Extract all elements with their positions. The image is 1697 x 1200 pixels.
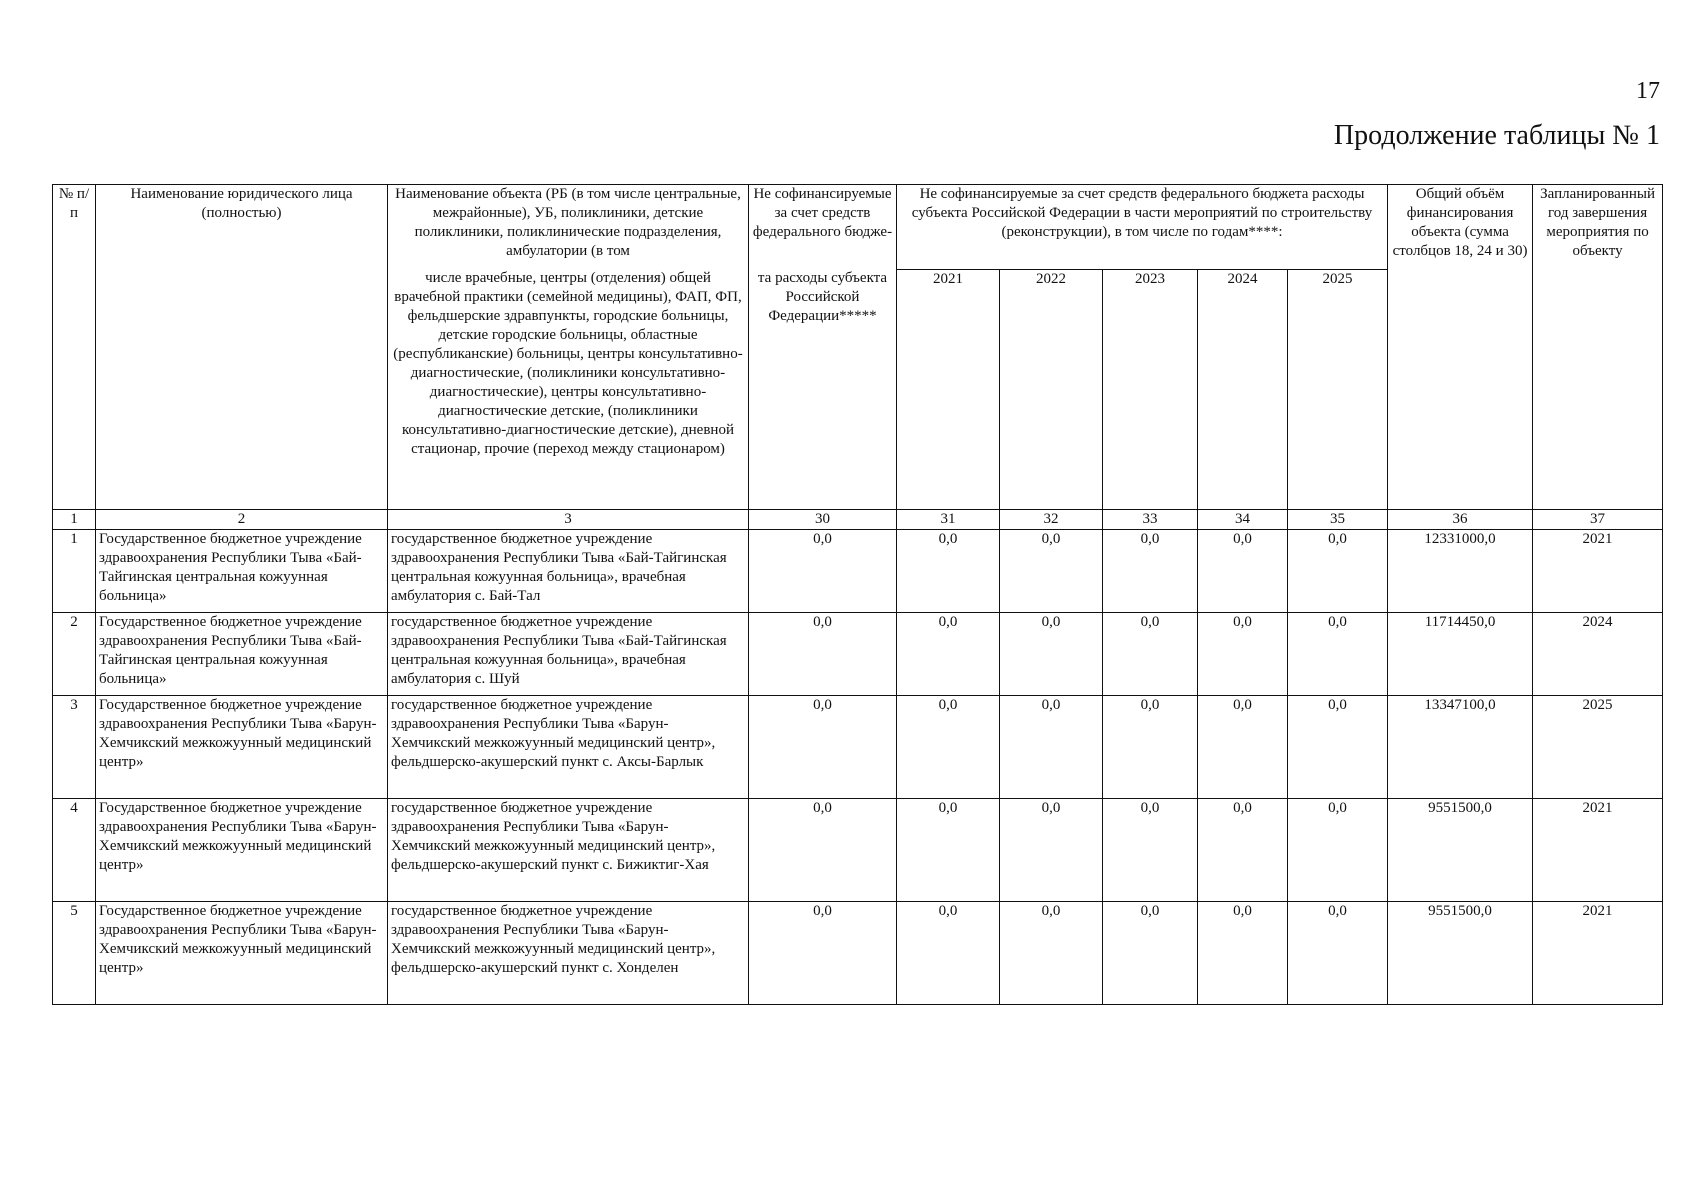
row-number: 1 [53, 530, 96, 613]
value-col-34: 0,0 [1198, 799, 1288, 902]
object-name: государственное бюджетное учреждение здравоохранения Республики Тыва «Бай-Тайгинская центральная кожуунная больница», врачебная амбулатория с. Бай-Тал [388, 530, 749, 613]
value-col-34: 0,0 [1198, 613, 1288, 696]
value-col-32: 0,0 [1000, 696, 1103, 799]
column-number: 37 [1533, 510, 1663, 530]
header-not-cofinanced-bottom: та расходы субъекта Российской Федерации***** [749, 269, 897, 510]
object-name: государственное бюджетное учреждение здравоохранения Республики Тыва «Барун-Хемчикский межкожуунный медицинский центр», фельдшерско-акушерский пункт с. Аксы-Барлык [388, 696, 749, 799]
table-row [53, 799, 1663, 902]
value-col-30: 0,0 [749, 696, 897, 799]
header-planned-year: Запланированный год завершения мероприятия по объекту [1533, 185, 1663, 510]
planned-year: 2025 [1533, 696, 1663, 799]
value-col-33: 0,0 [1103, 530, 1198, 613]
header-legal-name: Наименование юридического лица (полностью) [96, 185, 388, 510]
table-row [53, 530, 1663, 613]
header-num: № п/п [53, 185, 96, 510]
planned-year: 2021 [1533, 799, 1663, 902]
row-number: 3 [53, 696, 96, 799]
column-number: 35 [1288, 510, 1388, 530]
total-financing: 12331000,0 [1388, 530, 1533, 613]
value-col-35: 0,0 [1288, 530, 1388, 613]
value-col-31: 0,0 [897, 613, 1000, 696]
header-year-2021: 2021 [897, 269, 1000, 510]
value-col-30: 0,0 [749, 902, 897, 1005]
table-row [53, 613, 1663, 696]
value-col-34: 0,0 [1198, 530, 1288, 613]
object-name: государственное бюджетное учреждение здравоохранения Республики Тыва «Барун-Хемчикский межкожуунный медицинский центр», фельдшерско-акушерский пункт с. Хонделен [388, 902, 749, 1005]
value-col-31: 0,0 [897, 696, 1000, 799]
column-number: 31 [897, 510, 1000, 530]
total-financing: 13347100,0 [1388, 696, 1533, 799]
value-col-35: 0,0 [1288, 799, 1388, 902]
value-col-35: 0,0 [1288, 902, 1388, 1005]
value-col-30: 0,0 [749, 613, 897, 696]
header-row-top [53, 185, 1663, 270]
header-year-2025: 2025 [1288, 269, 1388, 510]
planned-year: 2021 [1533, 902, 1663, 1005]
column-number: 1 [53, 510, 96, 530]
column-number: 33 [1103, 510, 1198, 530]
value-col-33: 0,0 [1103, 799, 1198, 902]
header-total-volume: Общий объём финансирования объекта (сумма столбцов 18, 24 и 30) [1388, 185, 1533, 510]
value-col-32: 0,0 [1000, 902, 1103, 1005]
value-col-35: 0,0 [1288, 696, 1388, 799]
value-col-33: 0,0 [1103, 696, 1198, 799]
value-col-32: 0,0 [1000, 613, 1103, 696]
header-not-cofinanced-top: Не софинансируемые за счет средств федерального бюдже- [749, 185, 897, 270]
object-name: государственное бюджетное учреждение здравоохранения Республики Тыва «Барун-Хемчикский межкожуунный медицинский центр», фельдшерско-акушерский пункт с. Бижиктиг-Хая [388, 799, 749, 902]
value-col-30: 0,0 [749, 530, 897, 613]
header-year-2022: 2022 [1000, 269, 1103, 510]
value-col-34: 0,0 [1198, 696, 1288, 799]
column-number: 32 [1000, 510, 1103, 530]
page-number: 17 [1636, 78, 1660, 104]
legal-entity-name: Государственное бюджетное учреждение здравоохранения Республики Тыва «Бай-Тайгинская центральная кожуунная больница» [96, 530, 388, 613]
header-object-name-bottom: числе врачебные, центры (отделения) общей врачебной практики (семейной медицины), ФАП, ФП, фельдшерские здравпункты, городские больницы, детские городские больницы, областные (республиканские) больницы, центры консультативно-диагностические, (поликлиники консультативно-диагностические), центры консультативно-диагностические детские, (поликлиники консультативно-диагностические детские), дневной стационар, прочие (переход между стационаром) [388, 269, 749, 510]
header-not-cofinanced-group: Не софинансируемые за счет средств федерального бюджета расходы субъекта Российской Федерации в части мероприятий по строительству (реконструкции), в том числе по годам****: [897, 185, 1388, 270]
total-financing: 11714450,0 [1388, 613, 1533, 696]
value-col-30: 0,0 [749, 799, 897, 902]
value-col-32: 0,0 [1000, 530, 1103, 613]
row-number: 4 [53, 799, 96, 902]
total-financing: 9551500,0 [1388, 799, 1533, 902]
object-name: государственное бюджетное учреждение здравоохранения Республики Тыва «Бай-Тайгинская центральная кожуунная больница», врачебная амбулатория с. Шуй [388, 613, 749, 696]
financing-table [52, 184, 1663, 1005]
value-col-31: 0,0 [897, 530, 1000, 613]
legal-entity-name: Государственное бюджетное учреждение здравоохранения Республики Тыва «Бай-Тайгинская центральная кожуунная больница» [96, 613, 388, 696]
legal-entity-name: Государственное бюджетное учреждение здравоохранения Республики Тыва «Барун-Хемчикский межкожуунный медицинский центр» [96, 902, 388, 1005]
column-number: 2 [96, 510, 388, 530]
value-col-33: 0,0 [1103, 613, 1198, 696]
column-number: 30 [749, 510, 897, 530]
row-number: 2 [53, 613, 96, 696]
planned-year: 2021 [1533, 530, 1663, 613]
value-col-31: 0,0 [897, 902, 1000, 1005]
value-col-35: 0,0 [1288, 613, 1388, 696]
table-title: Продолжение таблицы № 1 [1333, 120, 1660, 151]
value-col-34: 0,0 [1198, 902, 1288, 1005]
value-col-33: 0,0 [1103, 902, 1198, 1005]
header-object-name-top: Наименование объекта (РБ (в том числе центральные, межрайонные), УБ, поликлиники, детские поликлиники, поликлинические подразделения, амбулатории (в том [388, 185, 749, 270]
value-col-31: 0,0 [897, 799, 1000, 902]
value-col-32: 0,0 [1000, 799, 1103, 902]
header-year-2023: 2023 [1103, 269, 1198, 510]
row-number: 5 [53, 902, 96, 1005]
column-number: 3 [388, 510, 749, 530]
header-year-2024: 2024 [1198, 269, 1288, 510]
column-number-row [53, 510, 1663, 530]
column-number: 34 [1198, 510, 1288, 530]
total-financing: 9551500,0 [1388, 902, 1533, 1005]
table-row [53, 696, 1663, 799]
legal-entity-name: Государственное бюджетное учреждение здравоохранения Республики Тыва «Барун-Хемчикский межкожуунный медицинский центр» [96, 696, 388, 799]
column-number: 36 [1388, 510, 1533, 530]
planned-year: 2024 [1533, 613, 1663, 696]
table-row [53, 902, 1663, 1005]
legal-entity-name: Государственное бюджетное учреждение здравоохранения Республики Тыва «Барун-Хемчикский межкожуунный медицинский центр» [96, 799, 388, 902]
